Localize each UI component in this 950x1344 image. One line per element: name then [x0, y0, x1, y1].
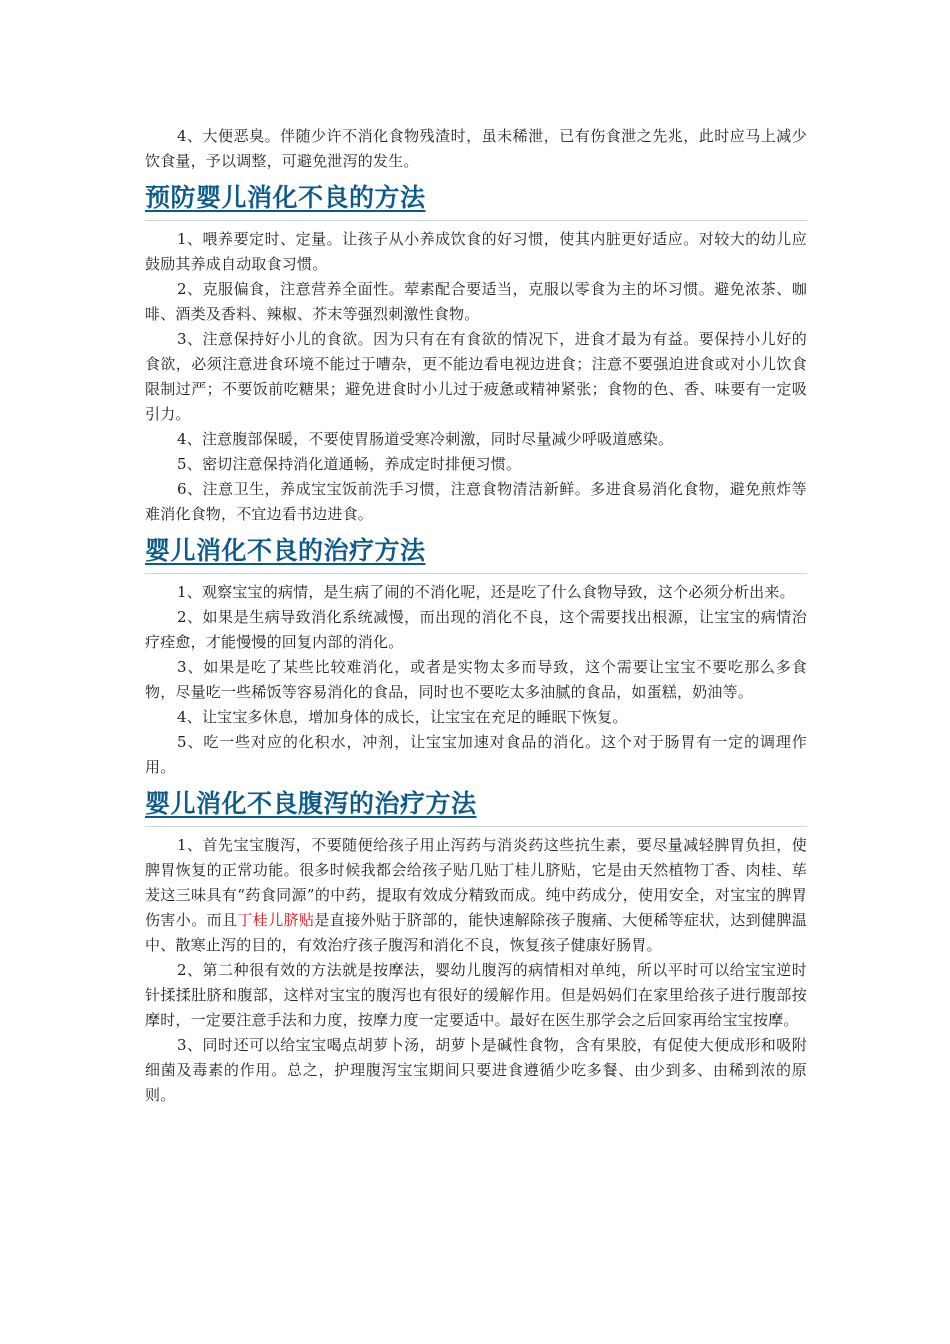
prevention-item-5: 5、密切注意保持消化道通畅，养成定时排便习惯。 — [177, 455, 522, 473]
prevention-item-4: 4、注意腹部保暖，不要使胃肠道受寒冷刺激，同时尽量减少呼吸道感染。 — [177, 430, 674, 448]
intro-paragraph: 4、大便恶臭。伴随少许不消化食物残渣时，虽未稀泄，已有伤食泄之先兆，此时应马上减少饮食量，予以调整，可避免泄泻的发生。 — [145, 127, 807, 170]
product-link[interactable]: 丁桂儿脐贴 — [237, 911, 315, 929]
prevention-item-6: 6、注意卫生，养成宝宝饭前洗手习惯，注意食物清洁新鲜。多进食易消化食物，避免煎炸等难消化食物，不宜边看书边进食。 — [145, 480, 807, 523]
section-prevention — [145, 178, 807, 527]
diarrhea-item-2: 2、第二种很有效的方法就是按摩法，婴幼儿腹泻的病情相对单纯，所以平时可以给宝宝逆时针揉揉肚脐和腹部，这样对宝宝的腹泻也有很好的缓解作用。但是妈妈们在家里给孩子进行腹部按摩时，一定要注意手法和力度，按摩力度一定要适中。最好在医生那学会之后回家再给宝宝按摩。 — [145, 961, 807, 1029]
treatment-item-1: 1、观察宝宝的病情，是生病了闹的不消化呢，还是吃了什么食物导致，这个必须分析出来。 — [177, 583, 795, 601]
section-heading-prevention: 预防婴儿消化不良的方法 — [145, 178, 807, 221]
section-treatment — [145, 531, 807, 780]
section-diarrhea — [145, 784, 807, 1108]
treatment-item-4: 4、让宝宝多休息，增加身体的成长，让宝宝在充足的睡眠下恢复。 — [177, 708, 628, 726]
treatment-item-2: 2、如果是生病导致消化系统减慢，而出现的消化不良，这个需要找出根源，让宝宝的病情治疗痊愈，才能慢慢的回复内部的消化。 — [145, 608, 807, 651]
prevention-item-3: 3、注意保持好小儿的食欲。因为只有在有食欲的情况下，进食才最为有益。要保持小儿好的食欲，必须注意进食环境不能过于嘈杂，更不能边看电视边进食；注意不要强迫进食或对小儿饮食限制过严；不要饭前吃糖果；避免进食时小儿过于疲惫或精神紧张；食物的色、香、味要有一定吸引力。 — [145, 330, 807, 423]
diarrhea-item-1 — [145, 833, 807, 958]
prevention-item-2: 2、克服偏食，注意营养全面性。荤素配合要适当，克服以零食为主的坏习惯。避免浓茶、咖啡、酒类及香料、辣椒、芥末等强烈刺激性食物。 — [145, 280, 807, 323]
document-body — [145, 124, 807, 1108]
treatment-item-5: 5、吃一些对应的化积水，冲剂，让宝宝加速对食品的消化。这个对于肠胃有一定的调理作用。 — [145, 733, 807, 776]
prevention-item-1: 1、喂养要定时、定量。让孩子从小养成饮食的好习惯，使其内脏更好适应。对较大的幼儿应鼓励其养成自动取食习惯。 — [145, 230, 807, 273]
diarrhea-item-1-text-before: 1、首先宝宝腹泻，不要随便给孩子用止泻药与消炎药这些抗生素，要尽量减轻脾胃负担，使脾胃恢复的正常功能。很多时候我都会给孩子贴几贴丁桂儿脐贴，它是由天然植物丁香、肉桂、荜茇这三味具有“药食同源”的中药，提取有效成分精致而成。纯中药成分，使用安全，对宝宝的脾胃伤害小。而且 — [145, 836, 807, 929]
section-heading-diarrhea: 婴儿消化不良腹泻的治疗方法 — [145, 784, 807, 827]
diarrhea-item-1-text-after: 是直接外贴于脐部的，能快速解除孩子腹痛、大便稀等症状，达到健脾温中、散寒止泻的目的，有效治疗孩子腹泻和消化不良，恢复孩子健康好肠胃。 — [145, 911, 807, 954]
diarrhea-item-3: 3、同时还可以给宝宝喝点胡萝卜汤，胡萝卜是碱性食物，含有果胶，有促使大便成形和吸附细菌及毒素的作用。总之，护理腹泻宝宝期间只要进食遵循少吃多餐、由少到多、由稀到浓的原则。 — [145, 1036, 807, 1104]
section-heading-treatment: 婴儿消化不良的治疗方法 — [145, 531, 807, 574]
treatment-item-3: 3、如果是吃了某些比较难消化，或者是实物太多而导致，这个需要让宝宝不要吃那么多食物，尽量吃一些稀饭等容易消化的食品，同时也不要吃太多油腻的食品，如蛋糕，奶油等。 — [145, 658, 807, 701]
